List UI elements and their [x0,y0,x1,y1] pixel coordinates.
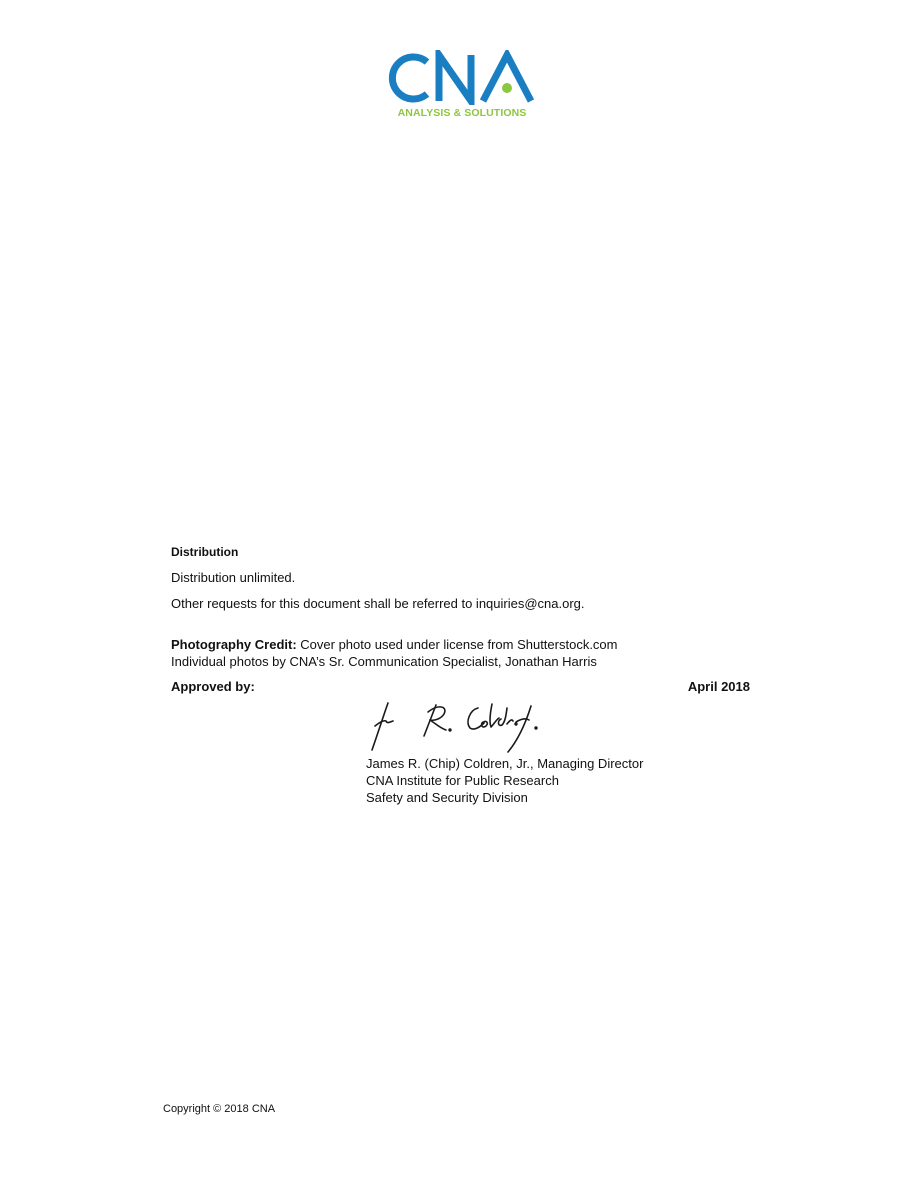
photography-credit-text: Cover photo used under license from Shutterstock.com [296,637,618,652]
signatory-block [366,755,643,806]
photography-credit-line1 [171,636,618,653]
approved-by-label: Approved by: [171,679,255,694]
approval-date: April 2018 [687,679,750,694]
cna-logo [383,50,539,122]
copyright-notice: Copyright © 2018 CNA [163,1103,276,1115]
distribution-requests: Other requests for this document shall be referred to inquiries@cna.org. [171,596,585,611]
signatory-division: Safety and Security Division [366,790,528,805]
logo-tagline: ANALYSIS & SOLUTIONS [397,107,527,119]
distribution-heading: Distribution [171,545,239,559]
signatory-name-title: James R. (Chip) Coldren, Jr., Managing Director [366,756,644,771]
photography-credit-label: Photography Credit: [171,637,297,652]
photography-credit [171,636,618,670]
distribution-statement: Distribution unlimited. [171,570,296,585]
signature-image [366,700,542,754]
approval-row [171,679,750,694]
cna-wordmark-logo [383,50,539,105]
signatory-institute: CNA Institute for Public Research [366,773,559,788]
photography-credit-line2: Individual photos by CNA’s Sr. Communication Specialist, Jonathan Harris [171,654,597,669]
